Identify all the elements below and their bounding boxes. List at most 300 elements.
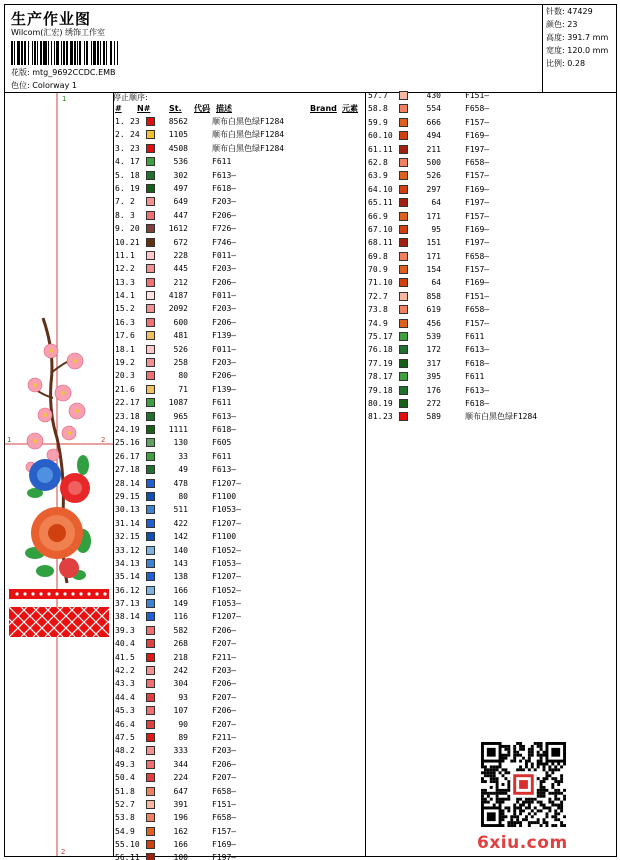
marker-top: 1: [62, 95, 67, 103]
stop-index: 21.: [115, 384, 130, 394]
color-list-header: [114, 102, 365, 115]
needle-number: 11: [383, 144, 393, 154]
color-swatch: [146, 626, 155, 635]
thread-description: F197–: [465, 198, 490, 208]
needle-number: 2: [130, 197, 135, 207]
color-stop-row: [367, 223, 567, 236]
needle-number: 5: [130, 652, 135, 662]
needle-number: 3: [130, 706, 135, 716]
stitch-count: 858: [426, 291, 441, 301]
stop-index: 47.: [115, 732, 130, 742]
thread-description: F206–: [212, 706, 237, 716]
stop-index: 7.: [115, 197, 125, 207]
color-swatch: [146, 398, 155, 407]
stop-index: 23.: [115, 411, 130, 421]
stop-index: 12.: [115, 264, 130, 274]
thread-description: F203–: [212, 264, 237, 274]
qr-code: [481, 742, 566, 827]
stop-index: 22.: [115, 398, 130, 408]
color-stop-row: [114, 383, 365, 396]
color-swatch: [399, 386, 408, 395]
color-swatch: [146, 800, 155, 809]
stitch-count: 965: [173, 411, 188, 421]
color-stop-row: [114, 704, 365, 717]
needle-number: 9: [383, 318, 388, 328]
stop-index: 37.: [115, 599, 130, 609]
stitch-count: 554: [426, 104, 441, 114]
needle-number: 3: [130, 625, 135, 635]
color-swatch: [146, 546, 155, 555]
color-swatch: [146, 130, 155, 139]
stitch-count: 302: [173, 170, 188, 180]
needle-number: 14: [130, 612, 140, 622]
stop-index: 68.: [368, 238, 383, 248]
needle-number: 3: [130, 277, 135, 287]
thread-description: F207–: [212, 639, 237, 649]
color-stop-row: [367, 250, 567, 263]
color-stop-row: [367, 156, 567, 169]
stitch-count: 242: [173, 666, 188, 676]
stop-index: 57.: [368, 91, 383, 100]
stop-index: 77.: [368, 358, 383, 368]
thread-description: F151–: [212, 799, 237, 809]
thread-description: F618–: [465, 358, 490, 368]
stitch-count: 4187: [168, 291, 188, 301]
color-stop-row: [114, 316, 365, 329]
color-stop-row: [114, 195, 365, 208]
needle-number: 8: [383, 104, 388, 114]
thread-description: F203–: [212, 666, 237, 676]
color-swatch: [146, 331, 155, 340]
stop-index: 41.: [115, 652, 130, 662]
color-swatch: [399, 198, 408, 207]
stop-index: 34.: [115, 558, 130, 568]
thread-description: F139–: [212, 331, 237, 341]
needle-number: 1: [130, 344, 135, 354]
color-swatch: [399, 145, 408, 154]
needle-number: 18: [383, 345, 393, 355]
stop-index: 42.: [115, 666, 130, 676]
stop-index: 78.: [368, 372, 383, 382]
thread-description: F197–: [465, 144, 490, 154]
needle-number: 18: [130, 411, 140, 421]
stop-index: 11.: [115, 250, 130, 260]
color-swatch: [146, 184, 155, 193]
needle-number: 19: [130, 424, 140, 434]
thread-description: F1100: [212, 491, 237, 501]
file-name: 花版: mtg_9692CCDC.EMB: [11, 68, 116, 77]
needle-number: 9: [383, 211, 388, 221]
thread-description: F139–: [212, 384, 237, 394]
stop-index: 61.: [368, 144, 383, 154]
marker-right: 2: [101, 436, 106, 444]
color-swatch: [399, 332, 408, 341]
color-stop-row: [114, 624, 365, 637]
color-count: 颜色: 23: [546, 20, 578, 29]
color-swatch: [146, 452, 155, 461]
color-swatch: [399, 118, 408, 127]
color-swatch: [146, 746, 155, 755]
stop-index: 48.: [115, 746, 130, 756]
stitch-count: 针数: 47429: [546, 7, 593, 16]
stitch-count: 4508: [168, 143, 188, 153]
color-swatch: [146, 572, 155, 581]
stitch-count: 93: [178, 692, 188, 702]
stitch-count: 107: [173, 706, 188, 716]
thread-description: F169–: [212, 840, 237, 850]
color-stop-row: [114, 249, 365, 262]
stop-index: 6.: [115, 183, 125, 193]
color-swatch: [399, 412, 408, 421]
thread-description: F151–: [465, 291, 490, 301]
stitch-count: 666: [426, 117, 441, 127]
stitch-count: 211: [426, 144, 441, 154]
needle-number: 18: [130, 170, 140, 180]
color-swatch: [146, 358, 155, 367]
color-swatch: [146, 559, 155, 568]
thread-description: F611: [212, 451, 232, 461]
color-stop-row: [114, 222, 365, 235]
stitch-count: 171: [426, 251, 441, 261]
color-swatch: [146, 599, 155, 608]
stitch-count: 430: [426, 91, 441, 100]
stitch-count: 297: [426, 184, 441, 194]
stitch-count: 218: [173, 652, 188, 662]
color-stop-row: [114, 329, 365, 342]
thread-description: F203–: [212, 746, 237, 756]
thread-description: F613–: [212, 465, 237, 475]
thread-description: F658–: [465, 251, 490, 261]
color-stop-row: [367, 183, 567, 196]
stop-index: 29.: [115, 491, 130, 501]
stitch-count: 268: [173, 639, 188, 649]
worksheet-frame: [4, 4, 617, 860]
stop-index: 36.: [115, 585, 130, 595]
stop-index: 66.: [368, 211, 383, 221]
stitch-count: 130: [173, 438, 188, 448]
color-swatch: [399, 399, 408, 408]
stop-index: 16.: [115, 317, 130, 327]
thread-description: F618–: [212, 424, 237, 434]
stitch-count: 422: [173, 518, 188, 528]
color-stop-row: [114, 584, 365, 597]
needle-number: 13: [130, 599, 140, 609]
thread-description: F613–: [465, 345, 490, 355]
stop-index: 4.: [115, 157, 125, 167]
marker-left: 1: [7, 436, 12, 444]
needle-number: 15: [130, 491, 140, 501]
thread-description: F011–: [212, 291, 237, 301]
stitch-count: 80: [178, 491, 188, 501]
thread-description: F203–: [212, 358, 237, 368]
stop-index: 24.: [115, 424, 130, 434]
stop-index: 51.: [115, 786, 130, 796]
color-stop-row: [114, 557, 365, 570]
stop-index: 79.: [368, 385, 383, 395]
needle-number: 17: [383, 372, 393, 382]
stop-index: 30.: [115, 505, 130, 515]
color-stop-row: [114, 169, 365, 182]
stop-index: 81.: [368, 412, 383, 422]
thread-description: 顺布白黑色绿F1284: [212, 117, 285, 126]
needle-number: 23: [130, 143, 140, 153]
stop-index: 28.: [115, 478, 130, 488]
thread-description: F1052–: [212, 585, 241, 595]
color-swatch: [146, 304, 155, 313]
color-stop-row: [367, 330, 567, 343]
needle-number: 17: [383, 332, 393, 342]
thread-description: F207–: [212, 719, 237, 729]
stitch-count: 138: [173, 572, 188, 582]
needle-number: 21: [130, 237, 140, 247]
stitch-count: 258: [173, 358, 188, 368]
stop-index: 1.: [115, 117, 125, 126]
thread-description: F157–: [465, 171, 490, 181]
color-swatch: [146, 586, 155, 595]
stitch-count: 151: [426, 238, 441, 248]
stop-index: 75.: [368, 332, 383, 342]
stop-index: 70.: [368, 265, 383, 275]
thread-description: F157–: [465, 318, 490, 328]
stitch-count: 511: [173, 505, 188, 515]
needle-number: 9: [130, 826, 135, 836]
color-swatch: [146, 505, 155, 514]
stitch-count: 1087: [168, 398, 188, 408]
stitch-count: 649: [173, 197, 188, 207]
color-stop-row: [114, 463, 365, 476]
stitch-count: 344: [173, 759, 188, 769]
color-swatch: [146, 612, 155, 621]
color-stop-row: [367, 143, 567, 156]
needle-number: 9: [383, 117, 388, 127]
color-stop-row: [114, 128, 365, 141]
color-stop-row: [114, 744, 365, 757]
color-stop-row: [114, 597, 365, 610]
design-scale: 比例: 0.28: [546, 59, 586, 68]
embroidery-design-image: [5, 93, 113, 856]
color-swatch: [399, 212, 408, 221]
color-stop-row: [114, 302, 365, 315]
thread-description: F157–: [465, 211, 490, 221]
thread-description: F613–: [212, 170, 237, 180]
barcode-bar: [118, 41, 119, 65]
needle-number: 19: [383, 358, 393, 368]
color-swatch: [399, 305, 408, 314]
needle-number: 15: [130, 532, 140, 542]
color-stop-row: [367, 129, 567, 142]
stitch-count: 143: [173, 558, 188, 568]
color-swatch: [146, 827, 155, 836]
stitch-count: 395: [426, 372, 441, 382]
thread-description: F203–: [212, 197, 237, 207]
stop-index: 49.: [115, 759, 130, 769]
needle-number: 11: [383, 198, 393, 208]
stop-index: 19.: [115, 358, 130, 368]
needle-number: 3: [130, 317, 135, 327]
stitch-count: 497: [173, 183, 188, 193]
color-swatch: [146, 438, 155, 447]
stitch-count: 539: [426, 332, 441, 342]
color-stop-row: [114, 356, 365, 369]
stitch-count: 526: [173, 344, 188, 354]
needle-number: 11: [383, 238, 393, 248]
color-stop-row: [114, 209, 365, 222]
color-stop-row: [114, 570, 365, 583]
color-swatch: [146, 479, 155, 488]
stop-index: 73.: [368, 305, 383, 315]
stitch-count: 445: [173, 264, 188, 274]
needle-number: 10: [130, 840, 140, 850]
header-description: 描述: [216, 104, 232, 113]
needle-number: 18: [383, 385, 393, 395]
thread-description: F1053–: [212, 505, 241, 515]
stitch-count: 154: [426, 265, 441, 275]
stitch-count: 272: [426, 398, 441, 408]
thread-description: F613–: [465, 385, 490, 395]
thread-description: F611: [212, 398, 232, 408]
color-stop-row: [114, 276, 365, 289]
needle-number: 2: [130, 358, 135, 368]
color-swatch: [146, 117, 155, 126]
needle-number: 18: [130, 465, 140, 475]
color-swatch: [399, 372, 408, 381]
design-width: 宽度: 120.0 mm: [546, 46, 609, 55]
stitch-count: 212: [173, 277, 188, 287]
color-swatch: [146, 693, 155, 702]
color-swatch: [146, 278, 155, 287]
color-swatch: [399, 265, 408, 274]
stitch-count: 140: [173, 545, 188, 555]
color-swatch: [146, 706, 155, 715]
color-stop-row: [114, 155, 365, 168]
stop-index: 5.: [115, 170, 125, 180]
stop-index: 3.: [115, 143, 125, 153]
color-stop-row: [114, 798, 365, 811]
color-stop-row: [367, 303, 567, 316]
header-stitches: St.: [169, 104, 182, 113]
needle-number: 1: [130, 291, 135, 301]
color-stop-row: [114, 343, 365, 356]
needle-number: 11: [130, 853, 140, 860]
needle-number: 17: [130, 398, 140, 408]
color-stop-row: [114, 503, 365, 516]
color-swatch: [146, 371, 155, 380]
color-swatch: [146, 787, 155, 796]
stitch-count: 589: [426, 412, 441, 422]
thread-description: F658–: [465, 104, 490, 114]
needle-number: 4: [130, 719, 135, 729]
thread-description: F1053–: [212, 558, 241, 568]
thread-description: F206–: [212, 679, 237, 689]
needle-number: 2: [130, 746, 135, 756]
color-swatch: [399, 158, 408, 167]
needle-number: 7: [130, 799, 135, 809]
stop-index: 50.: [115, 773, 130, 783]
color-stop-row: [367, 290, 567, 303]
needle-number: 3: [130, 679, 135, 689]
stop-index: 38.: [115, 612, 130, 622]
needle-number: 12: [130, 545, 140, 555]
thread-description: F618–: [465, 398, 490, 408]
needle-number: 10: [383, 184, 393, 194]
color-swatch: [399, 185, 408, 194]
thread-description: F611: [465, 372, 485, 382]
stitch-count: 447: [173, 210, 188, 220]
header-needle: N#: [137, 104, 151, 113]
color-stop-row: [114, 771, 365, 784]
color-swatch: [399, 319, 408, 328]
needle-number: 17: [130, 451, 140, 461]
thread-description: 顺布白黑色绿F1284: [465, 412, 538, 422]
stitch-count: 142: [173, 532, 188, 542]
needle-number: 10: [383, 224, 393, 234]
stop-index: 2.: [115, 130, 125, 140]
thread-description: F157–: [465, 265, 490, 275]
color-swatch: [399, 104, 408, 113]
color-swatch: [399, 252, 408, 261]
stop-index: 8.: [115, 210, 125, 220]
thread-description: F1207–: [212, 518, 241, 528]
design-height: 高度: 391.7 mm: [546, 33, 609, 42]
color-stop-row: [367, 370, 567, 383]
needle-number: 2: [130, 304, 135, 314]
stitch-count: 80: [178, 371, 188, 381]
needle-number: 6: [130, 384, 135, 394]
header-index: #: [115, 104, 122, 113]
needle-number: 4: [130, 692, 135, 702]
stitch-count: 391: [173, 799, 188, 809]
stop-index: 62.: [368, 157, 383, 167]
color-stop-row: [114, 664, 365, 677]
needle-number: 19: [130, 183, 140, 193]
stop-index: 72.: [368, 291, 383, 301]
thread-description: F746–: [212, 237, 237, 247]
color-stop-row: [114, 289, 365, 302]
color-stop-row: [114, 718, 365, 731]
thread-description: F157–: [212, 826, 237, 836]
color-stop-row: [114, 436, 365, 449]
stop-index: 39.: [115, 625, 130, 635]
stop-index: 59.: [368, 117, 383, 127]
thread-description: F197–: [212, 853, 237, 860]
thread-description: F206–: [212, 371, 237, 381]
color-swatch: [146, 653, 155, 662]
stop-index: 55.: [115, 840, 130, 850]
color-stop-row: [367, 169, 567, 182]
color-stop-row: [367, 343, 567, 356]
thread-description: F726–: [212, 224, 237, 234]
thread-description: F206–: [212, 210, 237, 220]
stitch-count: 176: [426, 385, 441, 395]
thread-description: F197–: [465, 238, 490, 248]
color-stop-row: [367, 263, 567, 276]
color-swatch: [399, 359, 408, 368]
color-swatch: [146, 264, 155, 273]
column-divider-right: [365, 92, 366, 856]
thread-description: F207–: [212, 773, 237, 783]
stitch-count: 166: [173, 840, 188, 850]
stop-index: 64.: [368, 184, 383, 194]
stop-index: 15.: [115, 304, 130, 314]
color-stop-row: [367, 317, 567, 330]
color-stop-row: [114, 450, 365, 463]
color-swatch: [146, 425, 155, 434]
stitch-count: 1111: [168, 424, 188, 434]
needle-number: 8: [383, 157, 388, 167]
stop-index: 76.: [368, 345, 383, 355]
stitch-count: 64: [431, 278, 441, 288]
stitch-count: 196: [173, 813, 188, 823]
